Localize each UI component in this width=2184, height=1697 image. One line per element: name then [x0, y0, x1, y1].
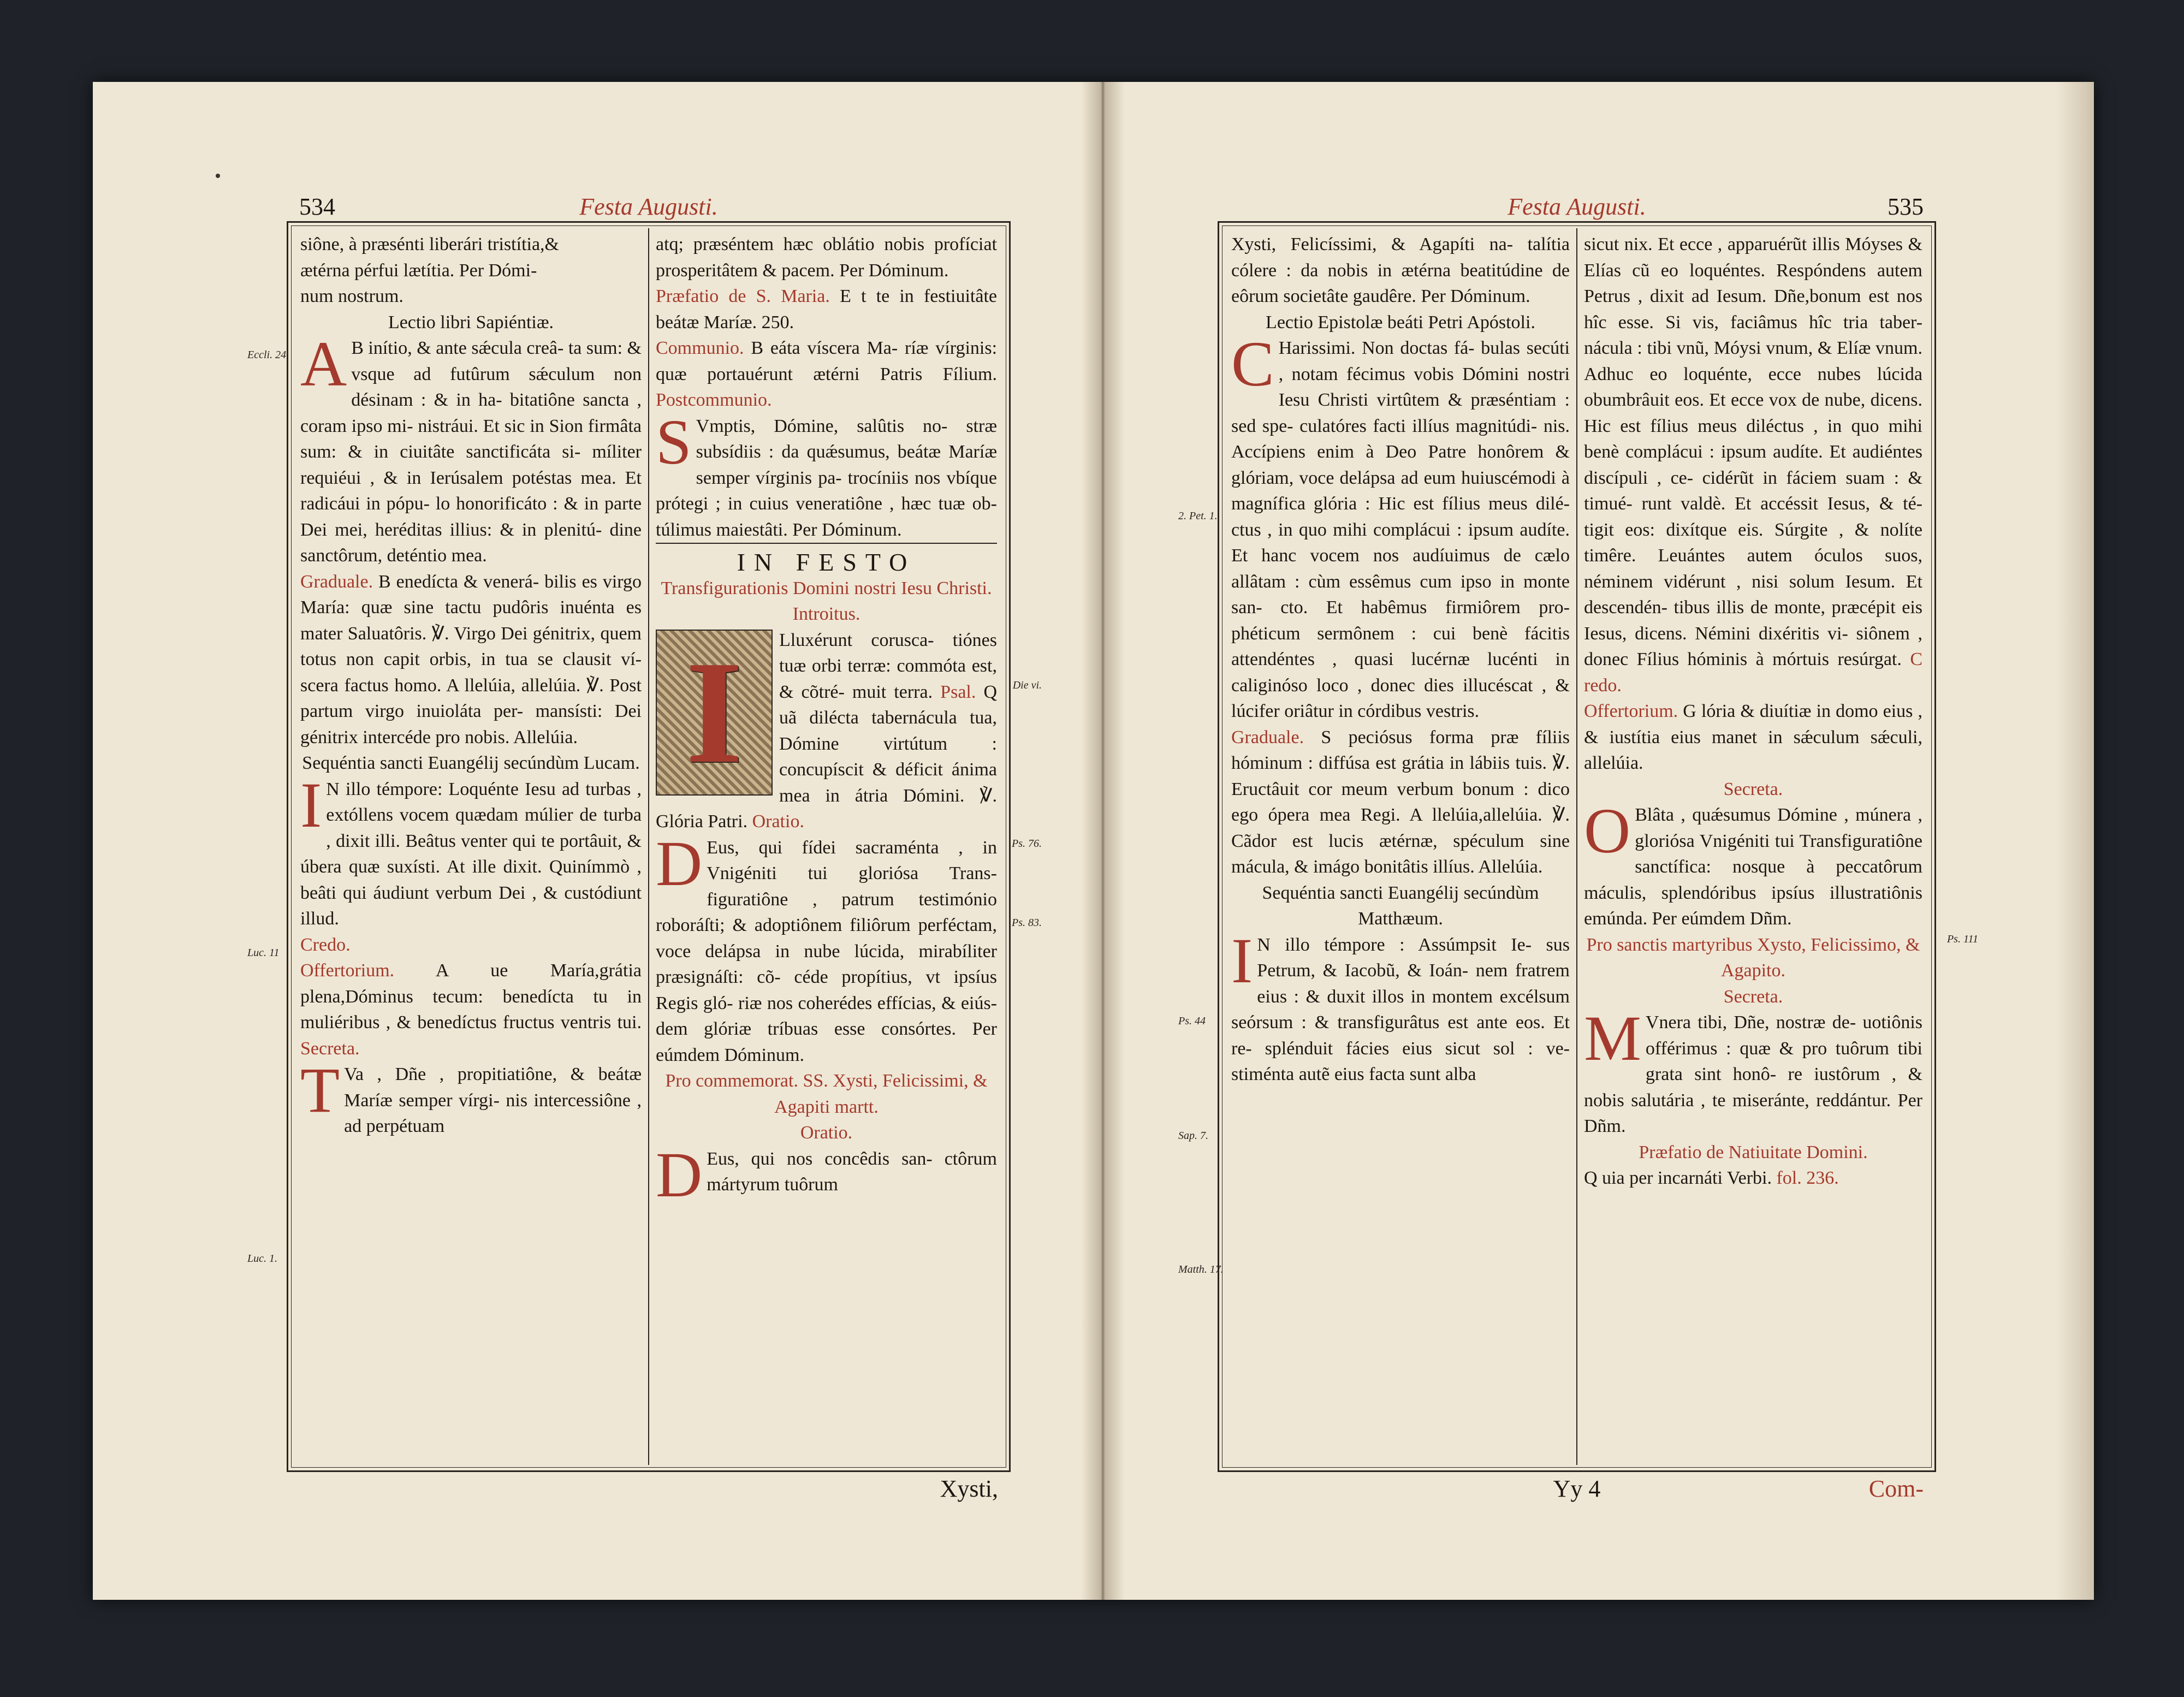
right-column-1 — [1225, 228, 1576, 1465]
secret-rubric: Secreta. — [300, 1038, 360, 1059]
book-gutter — [1081, 82, 1125, 1600]
offertory-label: Offertorium. — [300, 960, 395, 981]
oratio-rubric: Oratio. — [800, 1123, 853, 1143]
psalm-text: Q uã dilécta tabernácula tua, Dómine virtútum : concupíscit & déficit ánima mea in átria Dómini. ℣. Glória Patri. — [656, 681, 998, 832]
drop-cap-o: O — [1584, 795, 1631, 867]
credo-rubric: C redo. — [1584, 649, 1922, 696]
commemoration-rubric: Pro commemorat. SS. Xysti, Felicissimi, & Agapiti martt. — [665, 1071, 988, 1117]
drop-cap-d: D — [656, 827, 703, 899]
offertory-label: Offertorium. — [1584, 701, 1678, 721]
signature-mark: Yy 4 — [1553, 1475, 1601, 1502]
lesson-heading: Lectio libri Sapiéntiæ. — [388, 312, 554, 333]
text-line: siône, à præsénti liberári tristítia,& — [300, 234, 560, 254]
drop-cap-d: D — [656, 1138, 703, 1211]
postcommunion-text: Vmptis, Dómine, salûtis no- stræ subsídiis : da quǽsumus, beátæ Maríæ semper vírginis pa- trocíniis nos vbíque prótegi ; in cuius veneratiône , hæc tuæ ob- túlimus maiestâti. Per Dóminum. — [656, 416, 997, 540]
margin-note: Sap. 7. — [1178, 1130, 1208, 1142]
left-text-frame — [247, 193, 1042, 1502]
gospel-text: N illo témpore : Assúmpsit Ie- sus Petrum, & Iacobũ, & Ioán- nem fratrem eius : & duxit illos in montem excélsum seórsum : & transfigurâtus est ante eos. Et re- splénduit fácies eius sicut sol : ve- stiménta autẽ eius facta sunt alba — [1231, 934, 1570, 1084]
feast-title: IN FESTO — [656, 543, 997, 575]
right-page-header — [1219, 189, 1934, 222]
margin-note: Ps. 76. — [1012, 838, 1042, 850]
epistle-text: Harissimi. Non doctas fá- bulas secúti , notam fécimus vobis Dómini nostri Iesu Christi virtûtem & præséntiam : sed spe- culatóres facti illíus magnitúdi- nis. Accípiens enim à Deo Patre honôrem & glóriam, voce delápsa ad eum huiuscémodi à magnífica glória : Hic est fílius meus dilé- ctus , in quo mihi complácui : ipsum audíte. Et hanc vocem nos audíuimus de cælo allâtam : cùm essêmus cum ipso in monte san- cto. Et habêmus firmiôrem pro- phéticum sermônem : cui benè fácitis attendéntes , quasi lucérnæ lucénti in caliginóso loco , donec dies illucéscat , & lúcifer oriâtur in córdibus vestris. — [1231, 338, 1570, 721]
gradual-label: Graduale. — [1231, 727, 1304, 747]
gospel-heading: Sequéntia sancti Euangélij secúndùm Matthæum. — [1262, 882, 1539, 929]
secret-rubric: Secreta. — [1723, 779, 1783, 799]
margin-note: Luc. 11 — [247, 947, 280, 959]
left-page-header — [288, 189, 1009, 222]
martyrs-rubric: Pro sanctis martyribus Xysto, Felicissimo, & Agapito. — [1586, 934, 1920, 981]
oratio-rubric: Oratio. — [752, 811, 804, 832]
preface-rubric: Præfatio de Natiuitate Domini. — [1639, 1142, 1868, 1162]
secret-rubric: Secreta. — [1723, 986, 1783, 1007]
right-page-footer — [1219, 1473, 1934, 1505]
margin-note: Eccli. 24. — [247, 349, 289, 361]
drop-cap-t: T — [300, 1054, 340, 1126]
psalm-rubric: Psal. — [940, 681, 976, 702]
epistle-heading: Lectio Epistolæ beáti Petri Apóstoli. — [1266, 312, 1535, 333]
left-catchword: Xysti, — [940, 1475, 998, 1502]
left-running-head: Festa Augusti. — [579, 193, 718, 220]
left-page-number: 534 — [299, 193, 335, 220]
margin-note: 2. Pet. 1. — [1178, 510, 1218, 522]
offertory-text: A ue María,grátia plena,Dóminus tecum: benedícta tu in muliéribus , & benedíctus fructus ventris tui. — [300, 960, 642, 1033]
martyrs-secret-text: Vnera tibi, Dñe, nostræ de- uotiônis offérimus : quæ & pro tuôrum tibi grata sint honô- re iustôrum , & nobis salutária , te miseránte, reddántur. Per Dñm. — [1584, 1012, 1922, 1136]
left-page — [93, 82, 1103, 1600]
drop-cap-a: A — [300, 328, 347, 400]
text-line: ætérna pérfui lætítia. Per Dómi- — [300, 260, 537, 281]
postcommunion-rubric: Postcommunio. — [656, 390, 772, 410]
preface-rubric: Præfatio de S. Maria. — [656, 286, 830, 306]
left-column-1 — [294, 228, 648, 1465]
drop-cap-m: M — [1584, 1002, 1641, 1074]
gospel-continuation: sicut nix. Et ecce , apparuérũt illis Móyses & Elías cũ eo loquéntes. Respóndens autem Petrus , dixit ad Iesum. Dñe,bonum est nos hîc esse. Si vis, faciâmus hîc tria taber- nácula : tibi vnũ, Móysi vnum, & Elíæ vnum. Adhuc eo loquénte, ecce nubes lúcida obumbrâuit eos. Et ecce vox de nube, dicens. Hic est fílius meus diléctus , in quo mihi benè complácui : ipsum audíte. Et audiéntes discípuli , ce- cidérũt in fáciem suam : & timué- runt valdè. Et accéssit Iesus, & té- tigit eos: dixítque eis. Súrgite , & nolíte timêre. Leuántes autem óculos suos, néminem vidérunt , nisi solum Iesum. Et descendén- tibus illis de monte, præcépit eis Iesus, dicens. Némini dixéritis vi- siônem , donec Fílius hóminis à mórtuis resúrgat. — [1584, 234, 1922, 669]
left-page-footer — [288, 1473, 1009, 1505]
right-running-head: Festa Augusti. — [1508, 193, 1646, 220]
right-page-number: 535 — [1888, 193, 1924, 220]
text-line: Xysti, Felicíssimi, & Agapíti na- talítia cólere : da nobis in ætérna beatitúdine de eôrum societâte gaudêre. Per Dóminum. — [1231, 234, 1570, 306]
gospel-text: N illo témpore: Loquénte Iesu ad turbas , extóllens vocem quædam múlier de turba , dixit illi. Beâtus venter qui te portâuit, & úbera quæ suxísti. At ille dixit. Quinímmò , beâti qui áudiunt verbum Dei , & custódiunt illud. — [300, 779, 642, 929]
drop-cap-i: I — [1231, 924, 1253, 996]
gospel-heading: Sequéntia sancti Euangélij secúndùm Lucam. — [302, 753, 640, 773]
right-column-2 — [1576, 228, 1929, 1465]
margin-note: Matth. 17. — [1178, 1263, 1224, 1275]
drop-cap-s: S — [656, 406, 692, 478]
right-catchword: Com- — [1868, 1475, 1924, 1502]
offertory-text: G lória & diuítiæ in domo eius , & iustítia eius manet in sǽculum sǽculi, allelúia. — [1584, 701, 1923, 773]
preface-text: Q uia per incarnáti Verbi. — [1584, 1168, 1772, 1188]
feast-name: Transfigurationis Domini nostri Iesu Christi. — [661, 578, 992, 598]
gradual-text: S peciósus forma præ fíliis hóminum : diffúsa est grátia in lábiis tuis. ℣. Eructâuit cor meum verbum bonum : dico ego ópera mea Regi. A llelúia,allelúia. ℣. Cãdor est lucis ætérnæ, spéculum sine mácula, & imágo bonitâtis illíus. Allelúia. — [1231, 727, 1570, 877]
margin-note: Ps. 83. — [1012, 917, 1042, 929]
margin-note: Ps. 44 — [1178, 1015, 1206, 1027]
text-line: atq; præséntem hæc oblátio nobis profíciat prosperitâtem & pacem. Per Dóminum. — [656, 234, 997, 281]
folio-reference: fol. 236. — [1776, 1168, 1839, 1188]
drop-cap-c: C — [1231, 328, 1274, 400]
introit-rubric: Introitus. — [792, 604, 860, 624]
lesson-text: B inítio, & ante sǽcula creâ- ta sum: & vsque ad futûrum sǽculum non désinam : & in ha- bitatiône sancta , coram ipso mi- nistráui. Et sic in Sion firmâta sum: & in ciuitâte sanctificáta si- míliter requiéui , & in Ierúsalem potéstas mea. Et radicáui in pópu- lo honorificáto : & in parte Dei mei, heréditas illius: & in plenitú- dine sanctôrum, deténtio mea. — [300, 338, 642, 566]
margin-note: Luc. 1. — [247, 1253, 277, 1265]
page-edge — [2056, 82, 2094, 1600]
gradual-text: B enedícta & venerá- bilis es virgo María: quæ sine tactu pudôris inuénta es mater Saluatôris. ℣. Virgo Dei génitrix, quem totus non capit orbis, in tua se clausit ví- scera factus homo. A llelúia, allelúia. ℣. Post partum virgo inuioláta per- mansísti: Dei génitrix intercéde pro nobis. Allelúia. — [300, 571, 642, 747]
preface-text: E t te in festiuitâte beátæ Maríæ. 250. — [656, 286, 997, 333]
margin-note: Ps. 111 — [1946, 933, 1978, 945]
secret-text: Va , Dñe , propitiatiône, & beátæ Maríæ semper vírgi- nis intercessiône , ad perpétuam — [344, 1064, 642, 1136]
historiated-initial-image: I — [656, 630, 773, 796]
commemoration-text: Eus, qui nos concêdis san- ctôrum mártyrum tuôrum — [707, 1148, 997, 1195]
text-line: num nostrum. — [300, 286, 403, 306]
collect-text: Eus, qui fídei sacraménta , in Vnigéniti tui gloriósa Trans- figuratiône , patrum testimónio roboráſti; & adoptiônem filiôrum perféctam, voce delápsa in nube lúcida, mirabíliter præsignáſti: cõ- céde propítius, vt ipsíus Regis gló- riæ nos coherédes effícias, & eiús- dem glóriæ tríbuas esse consórtes. Per eúmdem Dóminum. — [656, 837, 997, 1065]
left-column-2 — [648, 228, 1004, 1465]
right-page — [1103, 82, 2094, 1600]
book-spread — [93, 82, 2094, 1600]
right-text-frame — [1178, 193, 1978, 1502]
drop-cap-i: I — [300, 769, 322, 841]
margin-note: Die vi. — [1012, 679, 1042, 691]
communion-label: Communio. — [656, 338, 744, 358]
communion-text: B eáta víscera Ma- ríæ vírginis: quæ portauérunt ætérni Patris Fílium. — [656, 338, 998, 384]
gradual-label: Graduale. — [300, 571, 373, 592]
credo-rubric: Credo. — [300, 934, 351, 955]
introit-text: Lluxérunt corusca- tiónes tuæ orbi terræ: commóta est, & cõtré- muit terra. — [779, 630, 997, 702]
secret-text: Blâta , quǽsumus Dómine , múnera , gloriósa Vnigéniti tui Transfiguratiône sanctífica: nosque à peccatôrum máculis, splendóribus ipsíus illustratiônis emúnda. Per eúmdem Dñm. — [1584, 805, 1922, 929]
